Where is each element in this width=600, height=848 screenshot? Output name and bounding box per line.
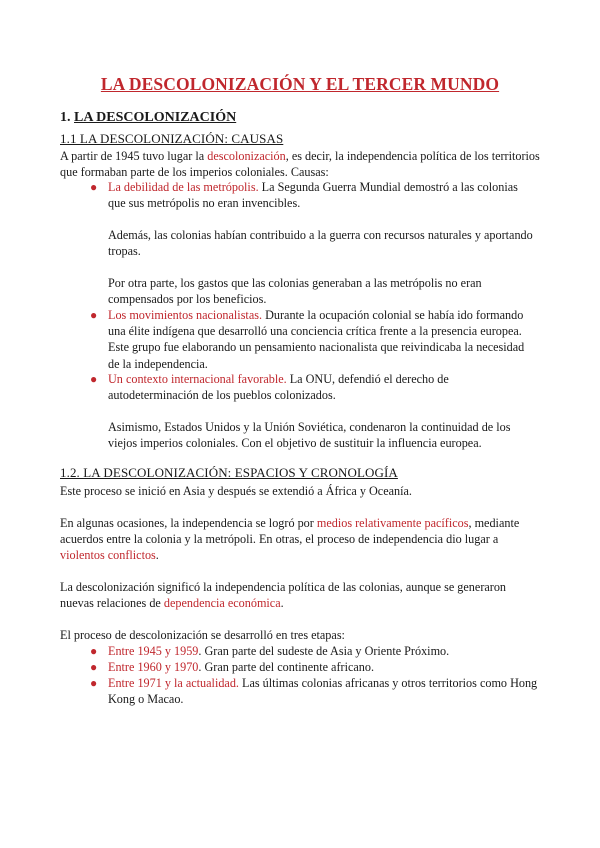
section-heading-1 — [60, 110, 236, 126]
paragraph-intro: A partir de 1945 tuvo lugar la descolonización, es decir, la independencia política de los territorios que formaban parte de los imperios coloniales. Causas: — [60, 149, 540, 180]
list-item-contexto: Un contexto internacional favorable. La ONU, defendió el derecho de autodeterminación de los pueblos colonizados. — [108, 372, 449, 403]
bullet-marker: ● — [90, 644, 98, 658]
bullet-marker: ● — [90, 372, 98, 386]
bullet-marker: ● — [90, 676, 98, 690]
paragraph-asimismo: Asimismo, Estados Unidos y la Unión Soviética, condenaron la continuidad de los viejos imperios coloniales. Con el objetivo de sustituir la influencia europea. — [108, 420, 511, 451]
list-item-etapa-1: Entre 1945 y 1959. Gran parte del sudeste de Asia y Oriente Próximo. — [108, 644, 450, 658]
paragraph-proceso: Este proceso se inició en Asia y después se extendió a África y Oceanía. — [60, 484, 412, 498]
list-item-debilidad: La debilidad de las metrópolis. La Segunda Guerra Mundial demostró a las colonias que sus metrópolis no eran invencibles. — [108, 180, 518, 211]
subsection-heading-causas: 1.1 LA DESCOLONIZACIÓN: CAUSAS — [60, 131, 284, 146]
subsection-heading-espacios: 1.2. LA DESCOLONIZACIÓN: ESPACIOS Y CRONOLOGÍA — [60, 465, 398, 480]
paragraph-etapas: El proceso de descolonización se desarrolló en tres etapas: — [60, 628, 345, 642]
section-number: 1. — [60, 110, 71, 125]
list-item-nacionalismos: Los movimientos nacionalistas. Durante la ocupación colonial se había ido formando una élite indígena que desarrolló una conciencia crítica frente a la presencia europea. Este grupo fue elaborando un pensamiento nacionalista que reivindicaba la necesidad de la independencia. — [108, 308, 525, 371]
bullet-marker: ● — [90, 180, 98, 194]
bullet-marker: ● — [90, 660, 98, 674]
bullet-marker: ● — [90, 308, 98, 322]
paragraph-ademas: Además, las colonias habían contribuido a la guerra con recursos naturales y aportando tropas. — [108, 228, 533, 259]
paragraph-ocasiones: En algunas ocasiones, la independencia se logró por medios relativamente pacíficos, mediante acuerdos entre la colonia y la metrópoli. En otras, el proceso de independencia dio lugar a violentos conflictos. — [60, 516, 520, 563]
document-title: LA DESCOLONIZACIÓN Y EL TERCER MUNDO — [100, 74, 500, 94]
list-item-etapa-2: Entre 1960 y 1970. Gran parte del continente africano. — [108, 660, 375, 674]
paragraph-significado: La descolonización significó la independencia política de las colonias, aunque se generaron nuevas relaciones de dependencia económica. — [60, 580, 507, 611]
paragraph-gastos: Por otra parte, los gastos que las colonias generaban a las metrópolis no eran compensados por los beneficios. — [108, 276, 482, 307]
highlight-descolonizacion: descolonización — [207, 149, 286, 163]
section-title: LA DESCOLONIZACIÓN — [74, 110, 237, 125]
list-item-etapa-3: Entre 1971 y la actualidad. Las últimas colonias africanas y otros territorios como Hong Kong o Macao. — [108, 676, 538, 707]
